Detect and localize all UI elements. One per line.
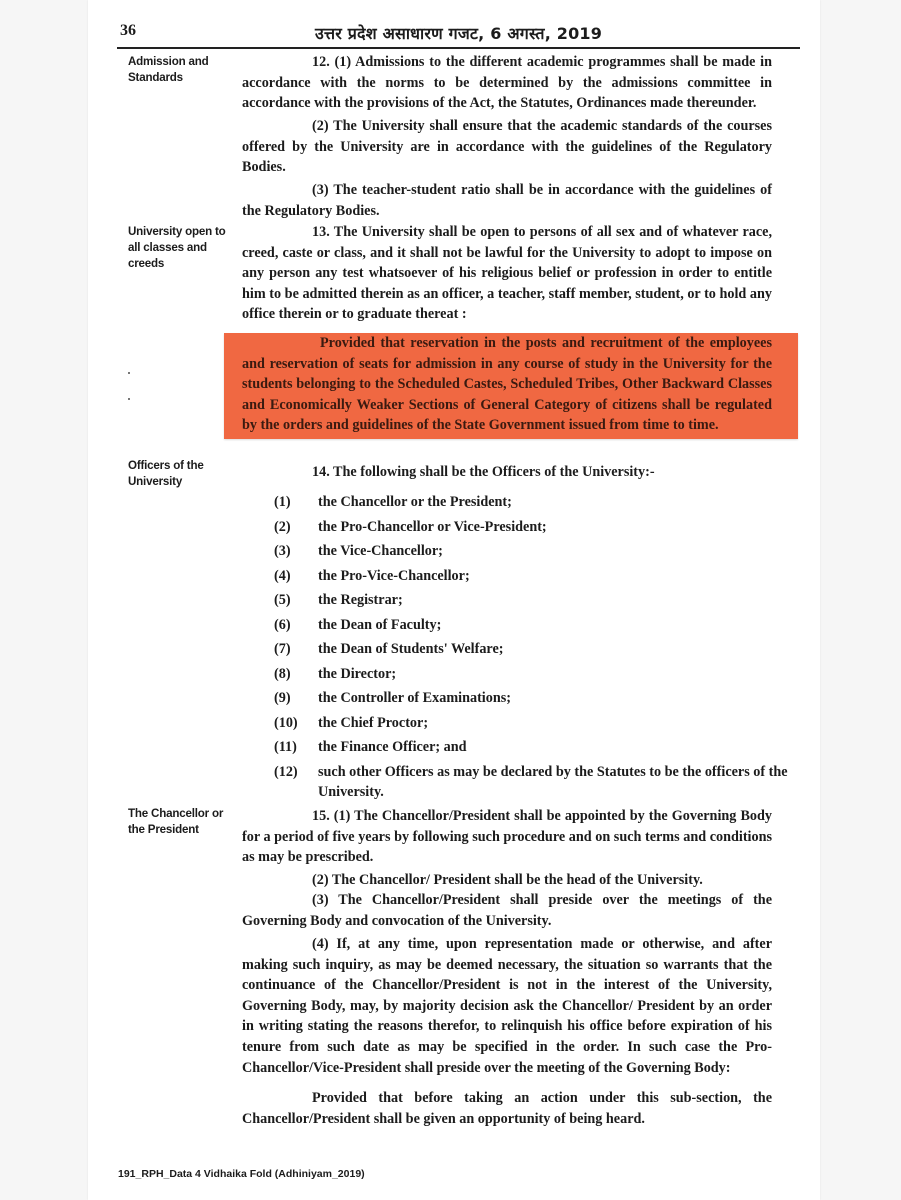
list-item: (7) the Dean of Students' Welfare; — [274, 641, 504, 657]
running-head: उत्तर प्रदेश असाधारण गजट, 6 अगस्त, 2019 — [315, 24, 603, 43]
section-13-proviso: Provided that reservation in the posts and recruitment of the employees and reservation of seats for admission in any course of study in the University for the students belonging to the Scheduled Castes, Scheduled Tribes, Other Backward Classes and Economically Weaker Sections of General Category of citizens shall be regulated by the orders and guidelines of the State Government issued from time to time. — [242, 335, 772, 434]
scan-speck — [128, 398, 130, 400]
page-number: 36 — [120, 22, 136, 39]
list-item: (4) the Pro-Vice-Chancellor; — [274, 567, 470, 584]
section-15-4: (4) If, at any time, upon representation made or otherwise, and after making such inquiry, as may be deemed necessary, the situation so warrants that the continuance of the Chancellor/President is not in the interest of the University, Governing Body, may, by majority decision ask the Chancellor/ President by an order in writing stating the reasons therefor, to relinquish his office before expiration of his tenure from such date as may be specified in the order. In such case the Pro-Chancellor/Vice-President shall preside over the meeting of the Governing Body: — [242, 936, 772, 1076]
section-12-2: (2) The University shall ensure that the academic standards of the courses offered by the University are in accordance with the guidelines of the Regulatory Bodies. — [242, 118, 772, 176]
section-15-proviso: Provided that before taking an action under this sub-section, the Chancellor/President shall be given an opportunity of being heard. — [242, 1090, 772, 1127]
list-item: (2) the Pro-Chancellor or Vice-President; — [274, 518, 547, 535]
page-footer: 191_RPH_Data 4 Vidhaika Fold (Adhiniyam_2019) — [118, 1168, 365, 1180]
list-item: (11) the Finance Officer; and — [274, 739, 467, 755]
header-rule — [117, 47, 800, 49]
side-note-open: University open to all classes and creeds — [128, 225, 226, 270]
list-item: (12) such other Officers as may be declared by the Statutes to be the officers of the University. — [274, 763, 788, 800]
list-item: (5) the Registrar; — [274, 592, 403, 608]
list-item: (3) the Vice-Chancellor; — [274, 543, 443, 559]
list-item: (1) the Chancellor or the President; — [274, 494, 512, 510]
section-12-1: 12. (1) Admissions to the different academic programmes shall be made in accordance with the norms to be determined by the admissions committee in accordance with the provisions of the Act, the Statutes, Ordinances made thereunder. — [242, 54, 772, 112]
section-15-1: 15. (1) The Chancellor/President shall be appointed by the Governing Body for a period of five years by following such procedure and on such terms and conditions as may be prescribed. — [242, 808, 772, 866]
list-item: (6) the Dean of Faculty; — [274, 616, 442, 633]
section-13: 13. The University shall be open to persons of all sex and of whatever race, creed, caste or class, and it shall not be lawful for the University to adopt to impose on any person any test whatsoever of his religious belief or profession in order to entitle him to be admitted therein as an officer, a teacher, staff member, student, or to hold any office therein or to graduate thereat : — [242, 224, 772, 323]
officer-list — [266, 492, 786, 806]
list-item: (10) the Chief Proctor; — [274, 714, 429, 731]
section-15-2: (2) The Chancellor/ President shall be the head of the University. — [312, 872, 703, 888]
side-note-chancellor: The Chancellor or the President — [128, 807, 224, 836]
section-14-intro: 14. The following shall be the Officers of the University:- — [312, 464, 655, 480]
scan-speck — [128, 372, 130, 374]
page-header — [120, 22, 800, 46]
section-15-3: (3) The Chancellor/President shall preside over the meetings of the Governing Body and convocation of the University. — [242, 892, 772, 929]
section-12-3: (3) The teacher-student ratio shall be in accordance with the guidelines of the Regulatory Bodies. — [242, 182, 772, 219]
side-note-admission: Admission and Standards — [128, 55, 209, 84]
list-item: (8) the Director; — [274, 665, 397, 682]
list-item: (9) the Controller of Examinations; — [274, 690, 511, 706]
side-note-officers: Officers of the University — [128, 459, 204, 488]
